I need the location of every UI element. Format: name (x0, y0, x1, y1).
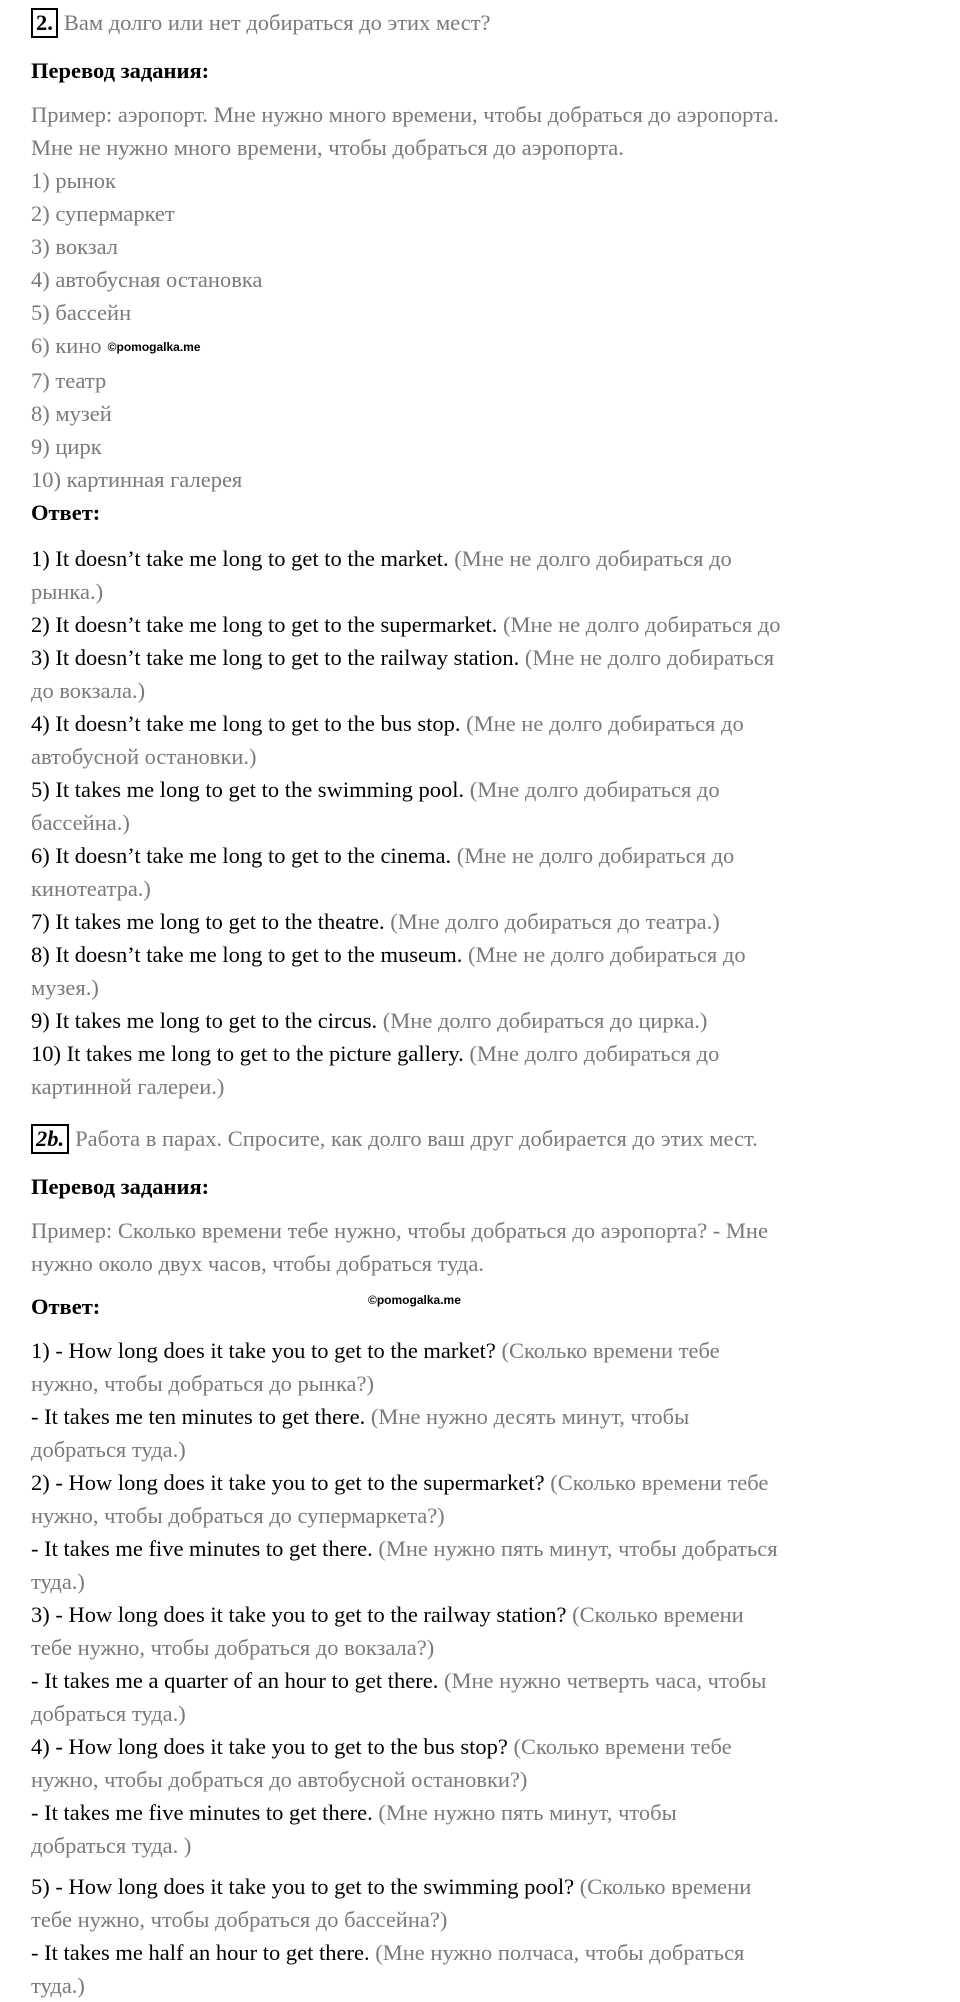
answer-translation: (Мне долго добираться до (464, 777, 720, 802)
question-translation: (Сколько времени тебе (495, 1338, 720, 1363)
question-translation-cont: тебе нужно, чтобы добраться до вокзала?) (31, 1635, 435, 1660)
question-translation: (Сколько времени тебе (544, 1470, 769, 1495)
answer-english: 6) It doesn’t take me long to get to the cinema. (31, 843, 452, 868)
list-item: 8) музей (31, 401, 112, 427)
answer-translation: (Мне нужно пять минут, чтобы (378, 1800, 677, 1825)
task-2-translation-heading: Перевод задания: (31, 58, 210, 83)
answer-translation: (Мне нужно десять минут, чтобы (365, 1404, 690, 1429)
list-item: 3) вокзал (31, 234, 119, 259)
answer-translation: (Мне не долго добираться (519, 645, 775, 670)
watermark: ©pomogalka.me (107, 340, 201, 355)
answer-translation-cont: рынка.) (31, 579, 104, 604)
task-2-header (31, 6, 931, 39)
example-line: Пример: Сколько времени тебе нужно, чтобы добраться до аэропорта? - Мне (31, 1218, 768, 1243)
dialogue-question: 3) - How long does it take you to get to the railway station? (31, 1602, 567, 1627)
task-2b-header (31, 1122, 931, 1155)
list-item: 1) рынок (31, 168, 116, 193)
places-list (31, 164, 931, 496)
list-item: 9) цирк (31, 434, 102, 460)
answer-translation-cont: кинотеатра.) (31, 876, 151, 901)
dialogue-question: 1) - How long does it take you to get to the market? (31, 1338, 496, 1363)
dialogue-item (31, 1598, 931, 1730)
task-2b-translation-heading: Перевод задания: (31, 1174, 210, 1199)
dialogue-question: 2) - How long does it take you to get to the supermarket? (31, 1470, 545, 1495)
dialogue-question: 5) - How long does it take you to get to the swimming pool? (31, 1874, 575, 1899)
example-line: Пример: аэропорт. Мне нужно много времени, чтобы добраться до аэропорта. (31, 102, 779, 127)
answer-translation: (Мне долго добираться до цирка.) (377, 1008, 708, 1033)
answer-item (31, 839, 931, 905)
answer-item (31, 608, 931, 641)
answer-item (31, 542, 931, 608)
dialogue-answer: - It takes me half an hour to get there. (31, 1940, 370, 1965)
answer-translation: (Мне не долго добираться до (448, 546, 732, 571)
list-item: 4) автобусная остановка (31, 267, 263, 292)
answer-translation: (Мне нужно пять минут, чтобы добраться (372, 1536, 778, 1561)
answer-translation: (Мне не долго добираться до (497, 612, 781, 637)
answer-item (31, 905, 931, 938)
task-2b-dialogues (31, 1334, 931, 2002)
answer-translation-cont: бассейна.) (31, 810, 130, 835)
answer-translation-cont: добраться туда. ) (31, 1833, 192, 1858)
list-item-text: 6) кино (31, 333, 102, 358)
answer-english: 2) It doesn’t take me long to get to the supermarket. (31, 612, 498, 637)
answer-item (31, 641, 931, 707)
task-2b-answer-heading: Ответ: (31, 1294, 101, 1319)
answer-translation-cont: до вокзала.) (31, 678, 146, 703)
answer-english: 9) It takes me long to get to the circus. (31, 1008, 378, 1033)
answer-translation-cont: добраться туда.) (31, 1437, 186, 1462)
question-translation: (Сколько времени тебе (507, 1734, 732, 1759)
answer-english: 7) It takes me long to get to the theatre. (31, 909, 385, 934)
answer-item (31, 773, 931, 839)
dialogue-answer: - It takes me ten minutes to get there. (31, 1404, 366, 1429)
task-2-example (31, 98, 931, 164)
question-translation-cont: нужно, чтобы добраться до супермаркета?) (31, 1503, 445, 1528)
task-2b-title: Работа в парах. Спросите, как долго ваш друг добирается до этих мест. (75, 1126, 758, 1151)
answer-english: 1) It doesn’t take me long to get to the market. (31, 546, 449, 571)
dialogue-answer: - It takes me five minutes to get there. (31, 1800, 379, 1825)
task-2-answer-heading: Ответ: (31, 500, 101, 525)
answer-item (31, 1037, 931, 1103)
list-item: 2) супермаркет (31, 201, 175, 226)
answer-item (31, 707, 931, 773)
task-2b-example (31, 1214, 931, 1280)
answer-translation-cont: туда.) (31, 1569, 85, 1594)
question-translation: (Сколько времени (566, 1602, 744, 1627)
dialogue-answer: - It takes me a quarter of an hour to get there. (31, 1668, 439, 1693)
answer-translation: (Мне не долго добираться до (451, 843, 735, 868)
list-item (31, 329, 931, 364)
answer-translation: (Мне нужно полчаса, чтобы добраться (369, 1940, 745, 1965)
example-line: Мне не нужно много времени, чтобы добраться до аэропорта. (31, 135, 624, 160)
answer-translation: (Мне не долго добираться до (460, 711, 744, 736)
question-translation: (Сколько времени (574, 1874, 752, 1899)
list-item: 7) театр (31, 368, 107, 394)
task-2b-number: 2b. (31, 1124, 69, 1154)
question-translation-cont: тебе нужно, чтобы добраться до бассейна?) (31, 1907, 448, 1932)
answer-translation-cont: добраться туда.) (31, 1701, 186, 1726)
answer-english: 8) It doesn’t take me long to get to the museum. (31, 942, 463, 967)
answer-english: 3) It doesn’t take me long to get to the railway station. (31, 645, 520, 670)
list-item: 5) бассейн (31, 300, 132, 325)
answer-translation-cont: туда.) (31, 1973, 85, 1998)
example-line: нужно около двух часов, чтобы добраться туда. (31, 1251, 484, 1276)
task-2-title: Вам долго или нет добираться до этих мест? (63, 10, 491, 35)
answer-translation-cont: музея.) (31, 975, 99, 1000)
answer-translation-cont: автобусной остановки.) (31, 744, 257, 769)
list-item: 10) картинная галерея (31, 467, 243, 493)
dialogue-answer: - It takes me five minutes to get there. (31, 1536, 373, 1561)
answer-translation-cont: картинной галереи.) (31, 1074, 225, 1099)
answer-translation: (Мне долго добираться до театра.) (384, 909, 720, 934)
answer-item (31, 1004, 931, 1037)
answer-english: 4) It doesn’t take me long to get to the bus stop. (31, 711, 461, 736)
dialogue-item (31, 1870, 931, 2002)
task-2-number: 2. (31, 8, 58, 38)
dialogue-item (31, 1730, 931, 1862)
answer-translation: (Мне не долго добираться до (462, 942, 746, 967)
dialogue-item (31, 1334, 931, 1466)
answer-english: 10) It takes me long to get to the picture gallery. (31, 1041, 464, 1066)
question-translation-cont: нужно, чтобы добраться до рынка?) (31, 1371, 375, 1396)
dialogue-item (31, 1466, 931, 1598)
dialogue-question: 4) - How long does it take you to get to the bus stop? (31, 1734, 508, 1759)
question-translation-cont: нужно, чтобы добраться до автобусной остановки?) (31, 1767, 528, 1792)
watermark: ©pomogalka.me (368, 1293, 461, 1307)
answer-item (31, 938, 931, 1004)
task-2-answers (31, 542, 931, 1103)
answer-translation: (Мне долго добираться до (463, 1041, 720, 1066)
answer-english: 5) It takes me long to get to the swimming pool. (31, 777, 465, 802)
answer-translation: (Мне нужно четверть часа, чтобы (438, 1668, 767, 1693)
